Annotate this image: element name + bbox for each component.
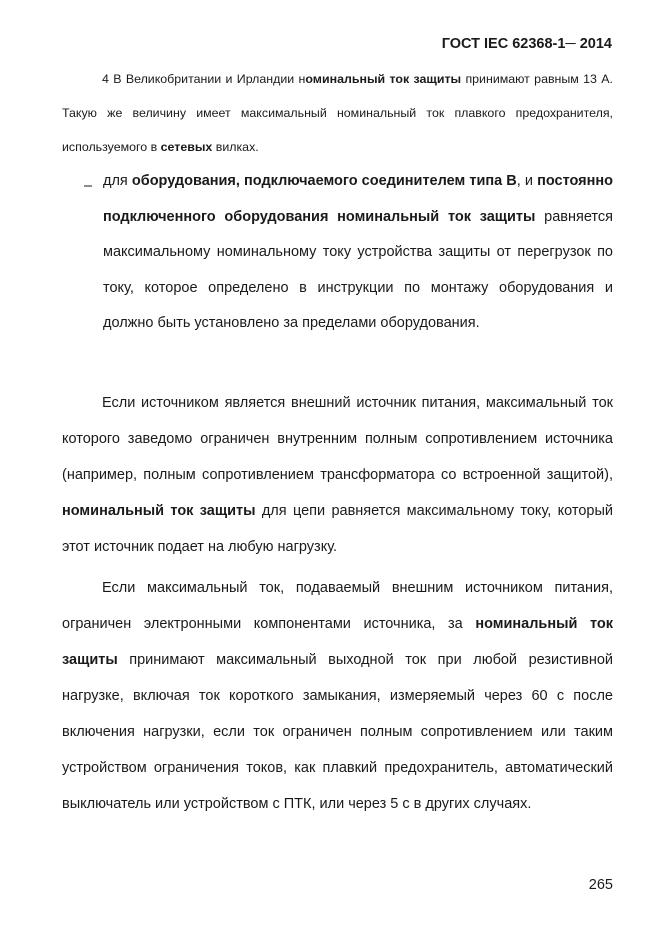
note-term-1: оминальный ток защиты xyxy=(305,72,462,86)
list-item-term-1: оборудования, подключаемого соединителем типа В xyxy=(131,173,517,189)
list-item-term-2: постоянно подключенного оборудования номинальный ток защиты xyxy=(103,173,614,225)
paragraph-1-text-2: для цепи равняется максимальному току, который этот источник подает на любую нагрузку. xyxy=(62,503,613,555)
paragraph-2-term: номинальный ток защиты xyxy=(62,616,613,668)
paragraph-1-term: номинальный ток защиты xyxy=(62,503,256,519)
list-item-text-1: для xyxy=(103,173,132,189)
note-text-1: 4 В Великобритании и Ирландии н xyxy=(102,72,306,86)
note-text-2: принимают равным 13 А. Такую же величину имеет максимальный номинальный ток плавкого предохранителя, используемого в xyxy=(62,72,613,154)
note-text-3: вилках. xyxy=(212,140,259,154)
note-paragraph xyxy=(62,62,613,164)
body-paragraph-1 xyxy=(62,385,613,565)
list-item-text-2: , и xyxy=(516,173,538,189)
list-item xyxy=(103,164,613,342)
note-term-2: сетевых xyxy=(160,140,213,154)
list-item-text-3: равняется максимальному номинальному току устройства защиты от перегрузок по току, которое определено в инструкции по монтажу оборудования и должно быть установлено за пределами оборудования. xyxy=(103,208,613,332)
page-number: 265 xyxy=(588,877,613,893)
paragraph-2-text-1: Если максимальный ток, подаваемый внешним источником питания, ограничен электронными компонентами источника, за xyxy=(62,580,613,632)
paragraph-2-text-2: принимают максимальный выходной ток при любой резистивной нагрузке, включая ток короткого замыкания, измеряемый через 60 с после включения нагрузки, если ток ограничен полным сопротивлением или таким устройством ограничения токов, как плавкий предохранитель, автоматический выключатель или устройством с ПТК, или через 5 с в других случаях. xyxy=(62,652,613,812)
body-paragraph-2 xyxy=(62,570,613,822)
list-bullet-dash: – xyxy=(84,178,93,194)
paragraph-1-text-1: Если источником является внешний источник питания, максимальный ток которого заведомо ограничен внутренним полным сопротивлением источника (например, полным сопротивлением трансформатора со встроенной защитой), xyxy=(62,395,613,483)
document-header: ГОСТ IEC 62368-1─ 2014 xyxy=(441,36,612,52)
